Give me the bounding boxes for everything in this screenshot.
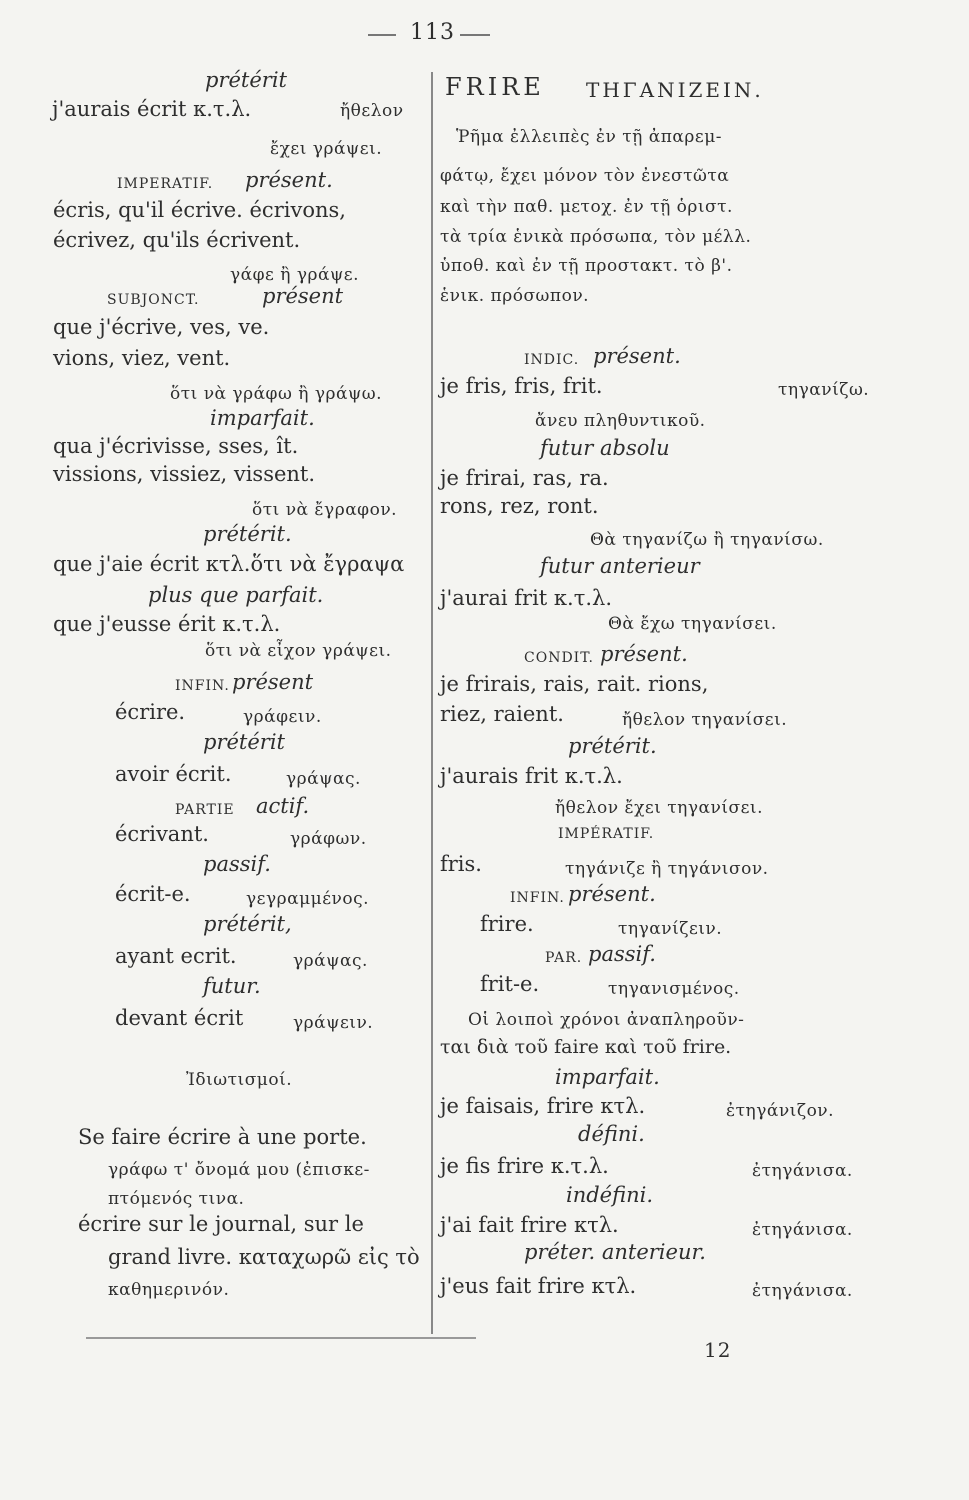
greek-translation: τηγανισμένος. <box>608 979 740 999</box>
conjugation-line: je frirai, ras, ra. <box>440 466 609 490</box>
conjugation-line: j'eus fait frire κτλ. <box>440 1274 637 1298</box>
tense-label: défini. <box>578 1122 645 1146</box>
conjugation-line: j'aurai frit κ.τ.λ. <box>440 586 612 610</box>
greek-translation: ἤθελον ἔχει τηγανίσει. <box>555 798 763 818</box>
conjugation-line: que j'aie écrit κτλ.ὅτι νὰ ἔγραψα <box>53 552 405 576</box>
mood-label: IMPERATIF. <box>117 176 214 192</box>
tense-label: futur. <box>203 974 261 998</box>
tense-label: imparfait. <box>555 1065 660 1089</box>
conjugation-line: que j'eusse érit κ.τ.λ. <box>53 612 281 636</box>
mood-label: INDIC. <box>524 352 580 368</box>
tense-label: actif. <box>256 794 310 818</box>
conjugation-line: vissions, vissiez, vissent. <box>53 462 316 486</box>
page-number: 113 <box>410 20 455 45</box>
column-divider <box>431 72 433 1334</box>
entry-note: ἑνικ. πρόσωπον. <box>440 286 590 306</box>
mood-label: INFIN. <box>510 890 565 906</box>
greek-translation: ἄνευ πληθυντικοῦ. <box>535 411 706 431</box>
entry-note: ὑποθ. καὶ ἐν τῇ προστακτ. τὸ β'. <box>440 256 733 276</box>
conjugation-line: écrit-e. <box>115 882 191 906</box>
greek-translation: ἤθελον <box>340 101 404 121</box>
tense-label: plus que parfait. <box>148 583 324 607</box>
greek-translation: γάφε ἢ γράψε. <box>230 265 360 285</box>
conjugation-line: écrivez, qu'ils écrivent. <box>53 228 301 252</box>
greek-translation: ἐτηγάνισα. <box>752 1220 853 1240</box>
mood-label: CONDIT. <box>524 650 594 666</box>
conjugation-line: je fris, fris, frit. <box>440 374 603 398</box>
conjugation-line: écris, qu'il écrive. écrivons, <box>53 198 346 222</box>
conjugation-line: qua j'écrivisse, sses, ît. <box>53 434 299 458</box>
mood-label: SUBJONCT. <box>107 292 200 308</box>
conjugation-line: écrivant. <box>115 822 209 846</box>
tense-label: passif. <box>588 942 656 966</box>
tense-label: présent <box>262 284 344 308</box>
header-dash-left <box>368 34 396 36</box>
mood-label: INFIN. <box>175 678 230 694</box>
conjugation-line: j'ai fait frire κτλ. <box>440 1213 619 1237</box>
idiom-line: γράφω τ' ὄνομά μου (ἐπισκε- <box>108 1160 370 1180</box>
section-heading: Ἰδιωτισμοί. <box>186 1070 293 1090</box>
idiom-line: πτόμενός τινα. <box>108 1189 245 1209</box>
greek-translation: ἤθελον τηγανίσει. <box>622 710 788 730</box>
greek-translation: γράψειν. <box>293 1013 374 1033</box>
mood-label: PAR. <box>545 950 583 966</box>
idiom-line: Se faire écrire à une porte. <box>78 1125 367 1149</box>
header-dash-right <box>460 34 490 36</box>
greek-translation: ἐτηγάνισα. <box>752 1281 853 1301</box>
conjugation-line: frit-e. <box>480 972 540 996</box>
tense-label: futur absolu <box>540 436 670 460</box>
conjugation-line: que j'écrive, ves, ve. <box>53 315 270 339</box>
mood-label: PARTIE <box>175 802 235 818</box>
entry-note: Οἱ λοιποὶ χρόνοι ἀναπληροῦν- <box>468 1010 745 1030</box>
tense-label: prétérit. <box>203 522 292 546</box>
tense-label: présent. <box>593 344 681 368</box>
tense-label: présent <box>232 670 314 694</box>
tense-label: prétérit. <box>568 734 657 758</box>
conjugation-line: écrire. <box>115 700 186 724</box>
conjugation-line: je fis frire κ.τ.λ. <box>440 1154 609 1178</box>
greek-translation: Θὰ τηγανίζω ἢ τηγανίσω. <box>590 530 824 550</box>
tense-label: présent. <box>600 642 688 666</box>
greek-translation: ὅτι νὰ γράφω ἢ γράψω. <box>170 384 383 404</box>
signature-mark: 12 <box>704 1338 732 1362</box>
tense-label: indéfini. <box>566 1183 654 1207</box>
tense-label: passif. <box>203 852 271 876</box>
conjugation-line: frire. <box>480 912 534 936</box>
greek-translation: τηγάνιζε ἢ τηγάνισον. <box>565 859 769 879</box>
conjugation-line: j'aurais frit κ.τ.λ. <box>440 764 623 788</box>
tense-label: prétérit, <box>203 912 292 936</box>
conjugation-line: j'aurais écrit κ.τ.λ. <box>52 97 252 121</box>
greek-translation: γεγραμμένος. <box>246 889 369 909</box>
conjugation-line: vions, viez, vent. <box>53 346 231 370</box>
conjugation-line: ayant ecrit. <box>115 944 237 968</box>
mood-label: IMPÉRATIF. <box>558 826 655 842</box>
greek-translation: γράφειν. <box>243 707 322 727</box>
conjugation-line: je frirais, rais, rait. rions, <box>440 672 709 696</box>
conjugation-line: je faisais, frire κτλ. <box>440 1094 646 1118</box>
greek-translation: γράψας. <box>293 951 368 971</box>
conjugation-line: devant écrit <box>115 1006 244 1030</box>
entry-note: καὶ τὴν παθ. μετοχ. ἐν τῇ ὁριστ. <box>440 197 733 217</box>
entry-title-greek: ΤΗΓΑΝΙΖΕΙΝ. <box>586 78 764 102</box>
conjugation-line: rons, rez, ront. <box>440 494 599 518</box>
greek-translation: ὅτι νὰ ἔγραφον. <box>252 500 398 520</box>
tense-label: futur anterieur <box>540 554 700 578</box>
idiom-line: grand livre. καταχωρῶ εἰς τὸ <box>108 1245 420 1269</box>
idiom-line: écrire sur le journal, sur le <box>78 1212 364 1236</box>
tense-label: préter. anterieur. <box>524 1240 706 1264</box>
entry-note: φάτῳ, ἔχει μόνον τὸν ἐνεστῶτα <box>440 166 730 186</box>
greek-translation: τηγανίζειν. <box>618 919 723 939</box>
greek-translation: ὅτι νὰ εἶχον γράψει. <box>205 641 392 661</box>
entry-title-french: FRIRE <box>445 73 545 101</box>
greek-translation: ἐτηγάνισα. <box>752 1161 853 1181</box>
greek-translation: γράψας. <box>286 769 361 789</box>
conjugation-line: riez, raient. <box>440 702 564 726</box>
tense-label: imparfait. <box>210 406 315 430</box>
entry-note: Ῥῆμα ἐλλειπὲς ἐν τῇ ἀπαρεμ- <box>456 127 722 147</box>
conjugation-line: avoir écrit. <box>115 762 232 786</box>
greek-translation: τηγανίζω. <box>778 380 870 400</box>
greek-translation: ἔχει γράψει. <box>270 139 383 159</box>
idiom-line: καθημερινόν. <box>108 1280 230 1300</box>
greek-translation: ἐτηγάνιζον. <box>726 1101 835 1121</box>
entry-note: ται διὰ τοῦ faire καὶ τοῦ frire. <box>440 1036 732 1058</box>
tense-label: présent. <box>568 882 656 906</box>
tense-label: présent. <box>245 168 333 192</box>
greek-translation: γράφων. <box>290 829 367 849</box>
tense-label: prétérit <box>203 730 285 754</box>
entry-note: τὰ τρία ἑνικὰ πρόσωπα, τὸν μέλλ. <box>440 227 752 247</box>
greek-translation: Θὰ ἔχω τηγανίσει. <box>608 614 777 634</box>
footer-rule <box>86 1337 476 1339</box>
tense-label: prétérit <box>205 68 287 92</box>
conjugation-line: fris. <box>440 852 482 876</box>
